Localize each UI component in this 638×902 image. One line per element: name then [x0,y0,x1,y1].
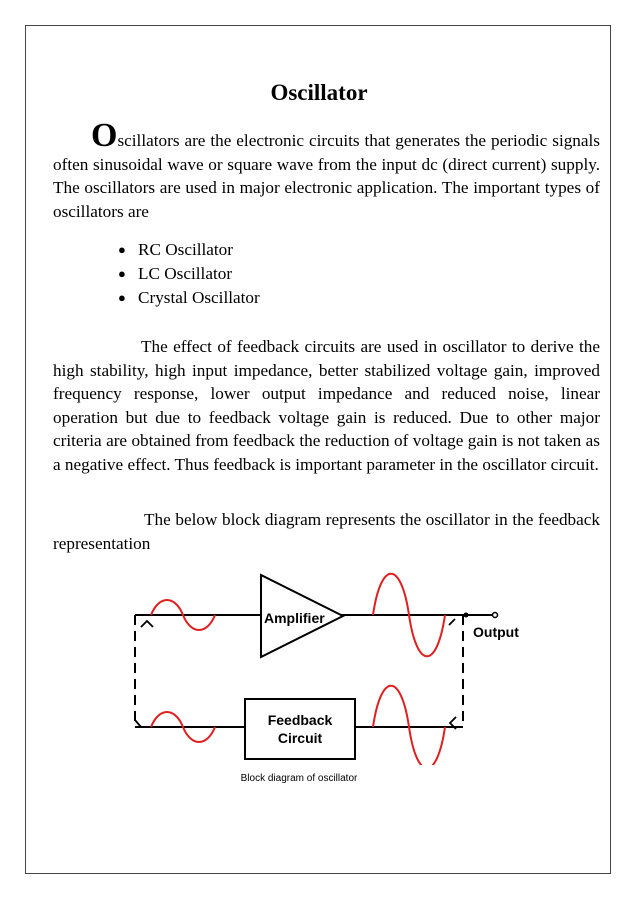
up-arrow-icon [141,621,153,627]
corner-arrow-icon [135,720,141,727]
feedback-label-line2: Circuit [277,730,323,746]
output-label: Output [473,624,519,640]
list-item: ● RC Oscillator [118,238,260,262]
diagram-intro-paragraph: The below block diagram represents the oscillator in the feedback representation [53,510,600,553]
drop-cap: O [91,117,118,154]
oscillator-types-list [118,238,260,310]
oscillator-block-diagram [115,565,535,765]
page-title: Oscillator [270,80,368,105]
amplifier-label: Amplifier [264,610,325,626]
output-junction-dot [464,613,469,618]
output-terminal [493,613,498,618]
output-sine-wave-bottom [373,686,445,765]
intro-paragraph [53,117,600,223]
list-item: ● Crystal Oscillator [118,286,260,310]
bullet-icon: ● [118,242,126,257]
corner-arrow-icon [449,619,455,625]
diagram-caption: Block diagram of oscillator [240,773,358,784]
feedback-block [245,699,355,759]
list-item: ● LC Oscillator [118,262,260,286]
bullet-icon: ● [118,290,126,305]
feedback-label-line1: Feedback [267,712,333,728]
intro-text: scillators are the electronic circuits that generates the periodic signals often sinusoidal wave or square wave from the input dc (direct current) supply. The oscillators are used in major electronic application. The important types of oscillators are [53,131,600,221]
bullet-icon: ● [118,266,126,281]
feedback-paragraph: The effect of feedback circuits are used in oscillator to derive the high stability, high input impedance, better stabilized voltage gain, improved frequency response, lower output impedance and reduced noise, linear operation but due to feedback voltage gain is reduced. Due to other major criteria are obtained from feedback the reduction of voltage gain is not taken as a negative effect. Thus feedback is important parameter in the oscillator circuit. [53,337,600,474]
